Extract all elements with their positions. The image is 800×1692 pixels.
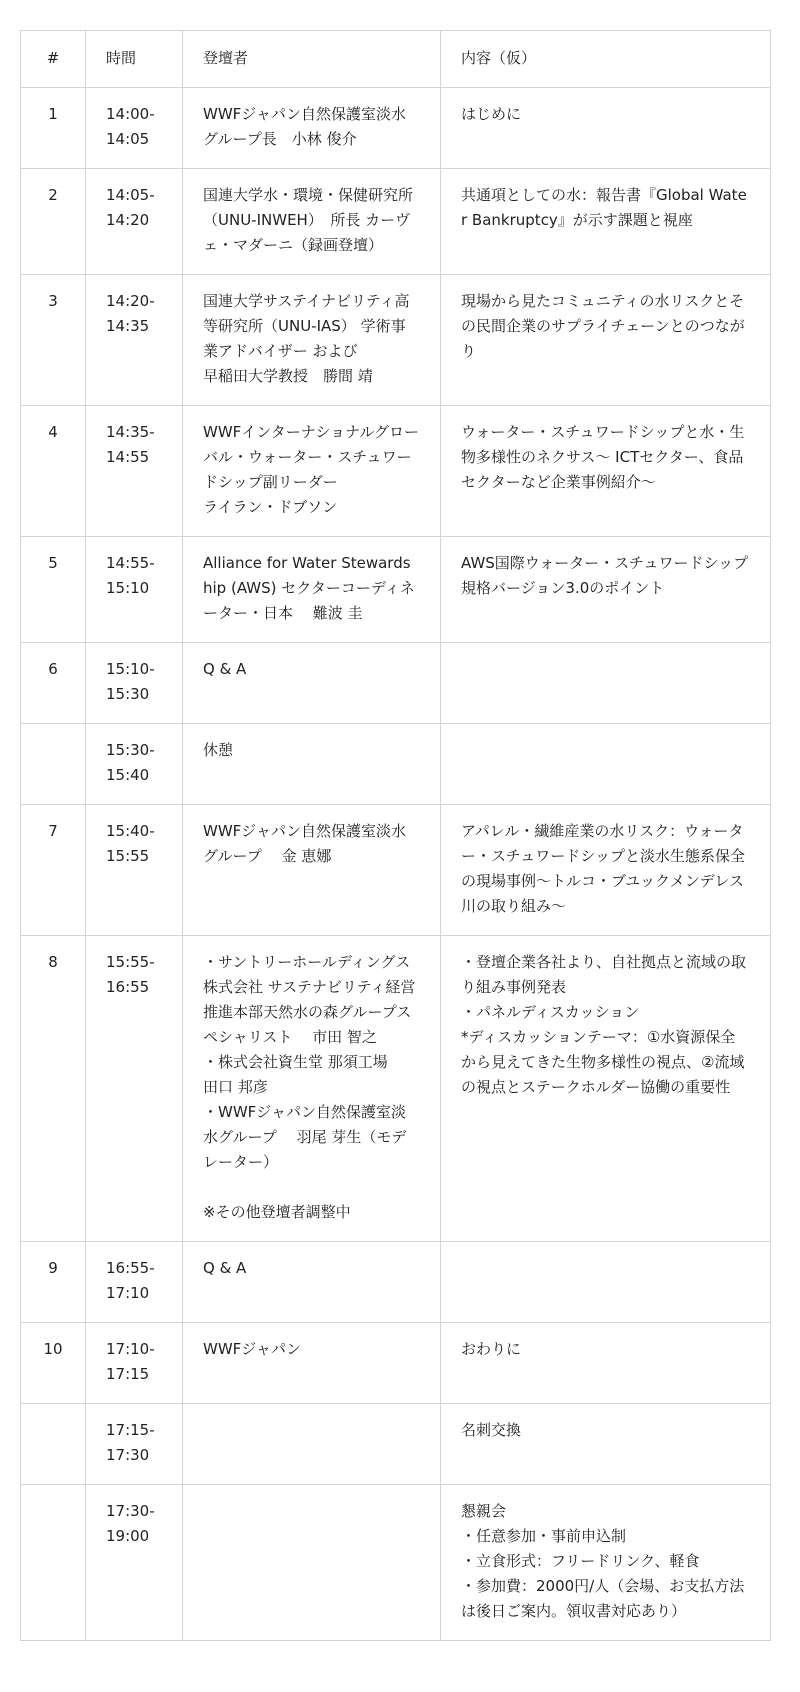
table-row xyxy=(21,275,771,406)
table-row xyxy=(21,1242,771,1323)
row-num: 9 xyxy=(21,1242,86,1323)
table-row xyxy=(21,1323,771,1404)
row-content: はじめに xyxy=(441,88,771,169)
row-num: 5 xyxy=(21,537,86,643)
table-row xyxy=(21,724,771,805)
row-speaker xyxy=(183,1404,441,1485)
row-speaker: WWFジャパン自然保護室淡水グループ 金 恵娜 xyxy=(183,805,441,936)
row-num xyxy=(21,1485,86,1641)
table-row xyxy=(21,805,771,936)
header-num: # xyxy=(21,31,86,88)
row-time: 14:35- 14:55 xyxy=(86,406,183,537)
row-content: ・登壇企業各社より、自社拠点と流域の取り組み事例発表 ・パネルディスカッション *ディスカッションテーマ：①水資源保全から見えてきた生物多様性の視点、②流域の視点とステークホルダー協働の重要性 xyxy=(441,936,771,1242)
row-content: 懇親会 ・任意参加・事前申込制 ・立食形式：フリードリンク、軽食 ・参加費：2000円/人（会場、お支払方法は後日ご案内。領収書対応あり） xyxy=(441,1485,771,1641)
table-header-row xyxy=(21,31,771,88)
row-time: 14:05- 14:20 xyxy=(86,169,183,275)
table-row xyxy=(21,1485,771,1641)
row-speaker: Alliance for Water Stewardship (AWS) セクターコーディネーター・日本 難波 圭 xyxy=(183,537,441,643)
row-speaker xyxy=(183,1485,441,1641)
row-speaker: 国連大学サステイナビリティ高等研究所（UNU-IAS） 学術事業アドバイザー および 早稲田大学教授 勝間 靖 xyxy=(183,275,441,406)
schedule-table xyxy=(20,30,771,1641)
row-content: 現場から見たコミュニティの水リスクとその民間企業のサプライチェーンとのつながり xyxy=(441,275,771,406)
row-num xyxy=(21,724,86,805)
row-time: 17:30- 19:00 xyxy=(86,1485,183,1641)
row-num: 4 xyxy=(21,406,86,537)
row-speaker: WWFジャパン xyxy=(183,1323,441,1404)
row-content: ウォーター・スチュワードシップと水・生物多様性のネクサス～ ICTセクター、食品セクターなど企業事例紹介～ xyxy=(441,406,771,537)
row-content xyxy=(441,643,771,724)
row-speaker: WWFジャパン自然保護室淡水グループ長 小林 俊介 xyxy=(183,88,441,169)
row-speaker: ・サントリーホールディングス株式会社 サステナビリティ経営推進本部天然水の森グループスペシャリスト 市田 智之 ・株式会社資生堂 那須工場 田口 邦彦 ・WWFジャパン自然保護室淡水グループ 羽尾 芽生（モデレーター） ※その他登壇者調整中 xyxy=(183,936,441,1242)
row-num: 3 xyxy=(21,275,86,406)
row-num: 10 xyxy=(21,1323,86,1404)
header-speaker: 登壇者 xyxy=(183,31,441,88)
row-time: 17:15- 17:30 xyxy=(86,1404,183,1485)
row-time: 15:10- 15:30 xyxy=(86,643,183,724)
row-speaker: Q & A xyxy=(183,1242,441,1323)
row-time: 16:55- 17:10 xyxy=(86,1242,183,1323)
table-row xyxy=(21,537,771,643)
table-row xyxy=(21,169,771,275)
row-speaker: WWFインターナショナルグローバル・ウォーター・スチュワードシップ副リーダー ライラン・ドブソン xyxy=(183,406,441,537)
row-num: 2 xyxy=(21,169,86,275)
row-content: アパレル・繊維産業の水リスク：ウォーター・スチュワードシップと淡水生態系保全の現場事例～トルコ・ブユックメンデレス川の取り組み～ xyxy=(441,805,771,936)
header-content: 内容（仮） xyxy=(441,31,771,88)
row-num: 6 xyxy=(21,643,86,724)
row-speaker: 国連大学水・環境・保健研究所（UNU-INWEH） 所長 カーヴェ・マダーニ（録画登壇） xyxy=(183,169,441,275)
row-content: AWS国際ウォーター・スチュワードシップ規格バージョン3.0のポイント xyxy=(441,537,771,643)
row-time: 14:20- 14:35 xyxy=(86,275,183,406)
row-time: 15:30- 15:40 xyxy=(86,724,183,805)
row-time: 15:55- 16:55 xyxy=(86,936,183,1242)
row-time: 15:40- 15:55 xyxy=(86,805,183,936)
row-content: 共通項としての水：報告書『Global Water Bankruptcy』が示す課題と視座 xyxy=(441,169,771,275)
table-row xyxy=(21,88,771,169)
row-speaker: 休憩 xyxy=(183,724,441,805)
row-content: おわりに xyxy=(441,1323,771,1404)
row-content: 名刺交換 xyxy=(441,1404,771,1485)
row-num: 8 xyxy=(21,936,86,1242)
table-row xyxy=(21,406,771,537)
row-num: 7 xyxy=(21,805,86,936)
row-time: 14:55- 15:10 xyxy=(86,537,183,643)
table-row xyxy=(21,1404,771,1485)
row-num xyxy=(21,1404,86,1485)
header-time: 時間 xyxy=(86,31,183,88)
row-num: 1 xyxy=(21,88,86,169)
row-content xyxy=(441,724,771,805)
row-time: 17:10- 17:15 xyxy=(86,1323,183,1404)
table-row xyxy=(21,936,771,1242)
table-row xyxy=(21,643,771,724)
row-time: 14:00- 14:05 xyxy=(86,88,183,169)
row-content xyxy=(441,1242,771,1323)
row-speaker: Q & A xyxy=(183,643,441,724)
